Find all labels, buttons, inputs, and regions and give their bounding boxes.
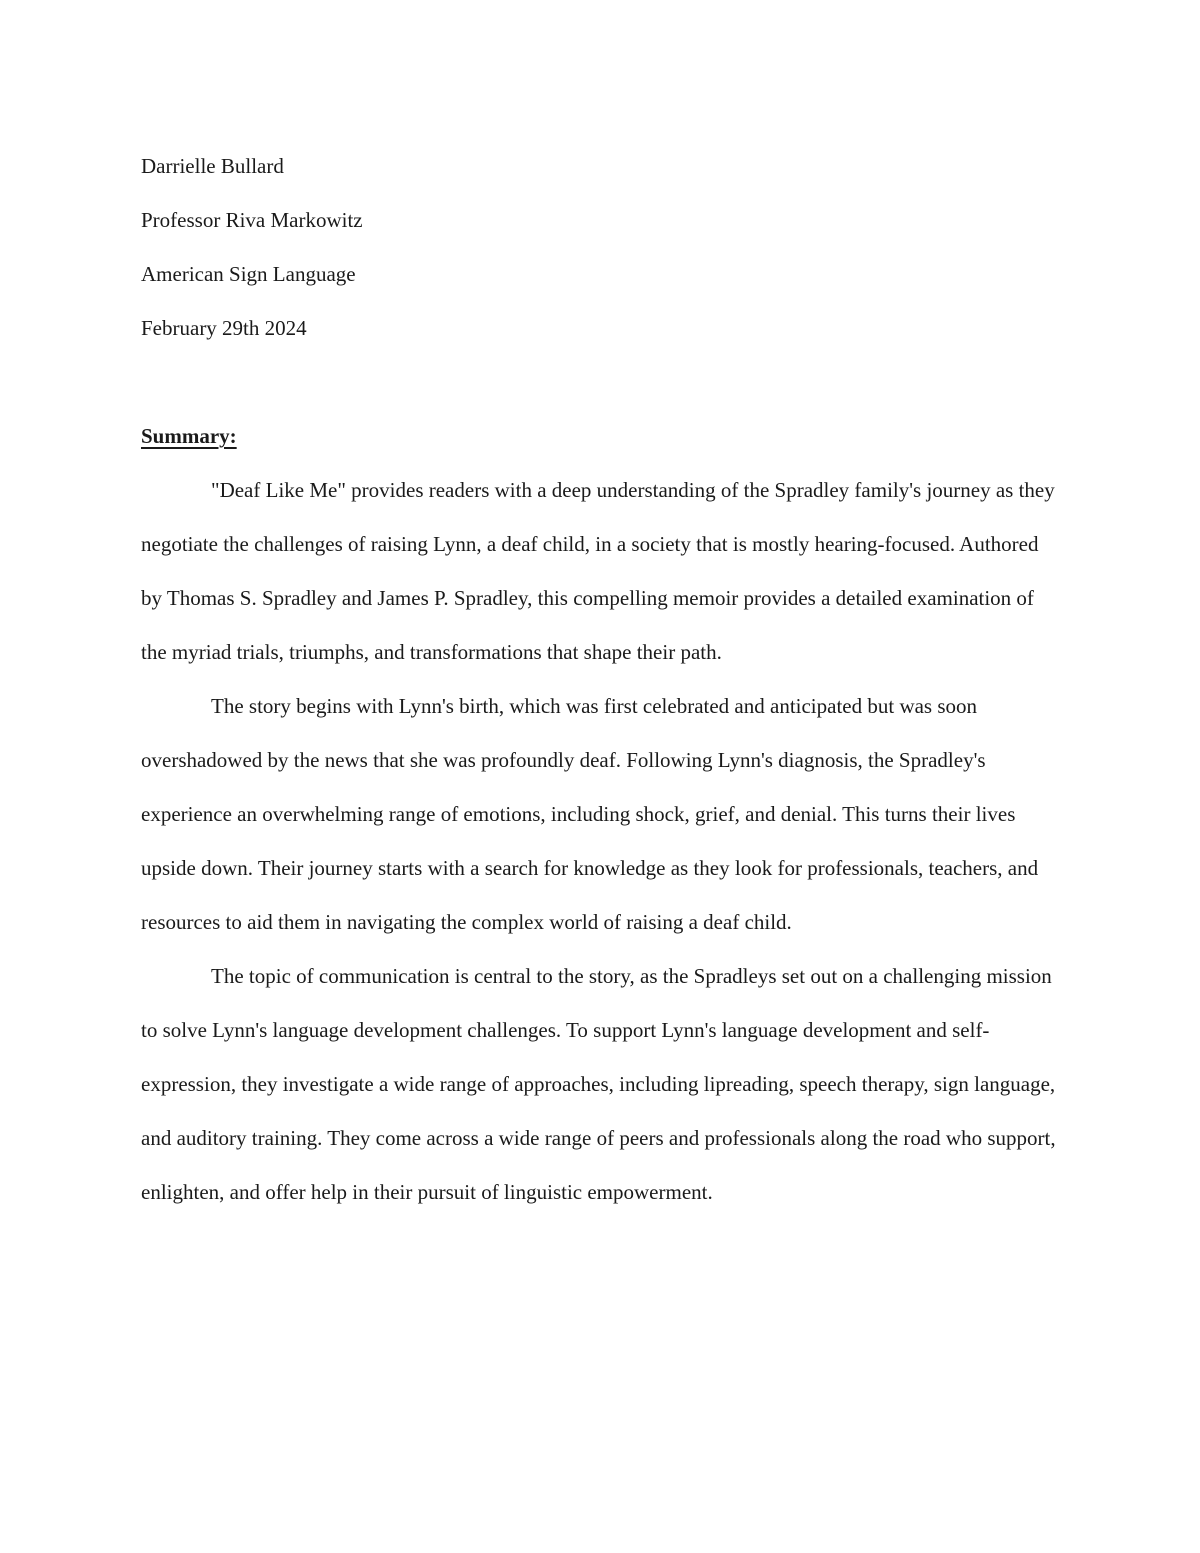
summary-paragraph-2: The story begins with Lynn's birth, which was first celebrated and anticipated but was soon overshadowed by the news that she was profoundly deaf. Following Lynn's diagnosis, the Spradley's experience an overwhelming range of emotions, including shock, grief, and denial. This turns their lives upside down. Their journey starts with a search for knowledge as they look for professionals, teachers, and resources to aid them in navigating the complex world of raising a deaf child.: [141, 694, 1039, 934]
summary-paragraph-1: "Deaf Like Me" provides readers with a deep understanding of the Spradley family's journey as they negotiate the challenges of raising Lynn, a deaf child, in a society that is mostly hearing-focused. Authored by Thomas S. Spradley and James P. Spradley, this compelling memoir provides a detailed examination of the myriad trials, triumphs, and transformations that shape their path.: [141, 478, 1055, 664]
summary-heading-text: Summary:: [141, 424, 237, 448]
professor-name: Professor Riva Markowitz: [141, 208, 363, 232]
document-body: [141, 139, 1061, 1219]
course-name: American Sign Language: [141, 262, 356, 286]
summary-heading: [141, 409, 1061, 463]
blank-line: [141, 355, 1061, 409]
summary-paragraph-3: The topic of communication is central to the story, as the Spradleys set out on a challenging mission to solve Lynn's language development challenges. To support Lynn's language development and self-expression, they investigate a wide range of approaches, including lipreading, speech therapy, sign language, and auditory training. They come across a wide range of peers and professionals along the road who support, enlighten, and offer help in their pursuit of linguistic empowerment.: [141, 964, 1056, 1204]
date: February 29th 2024: [141, 316, 307, 340]
heading-block: [141, 139, 1061, 355]
author-name: Darrielle Bullard: [141, 154, 284, 178]
